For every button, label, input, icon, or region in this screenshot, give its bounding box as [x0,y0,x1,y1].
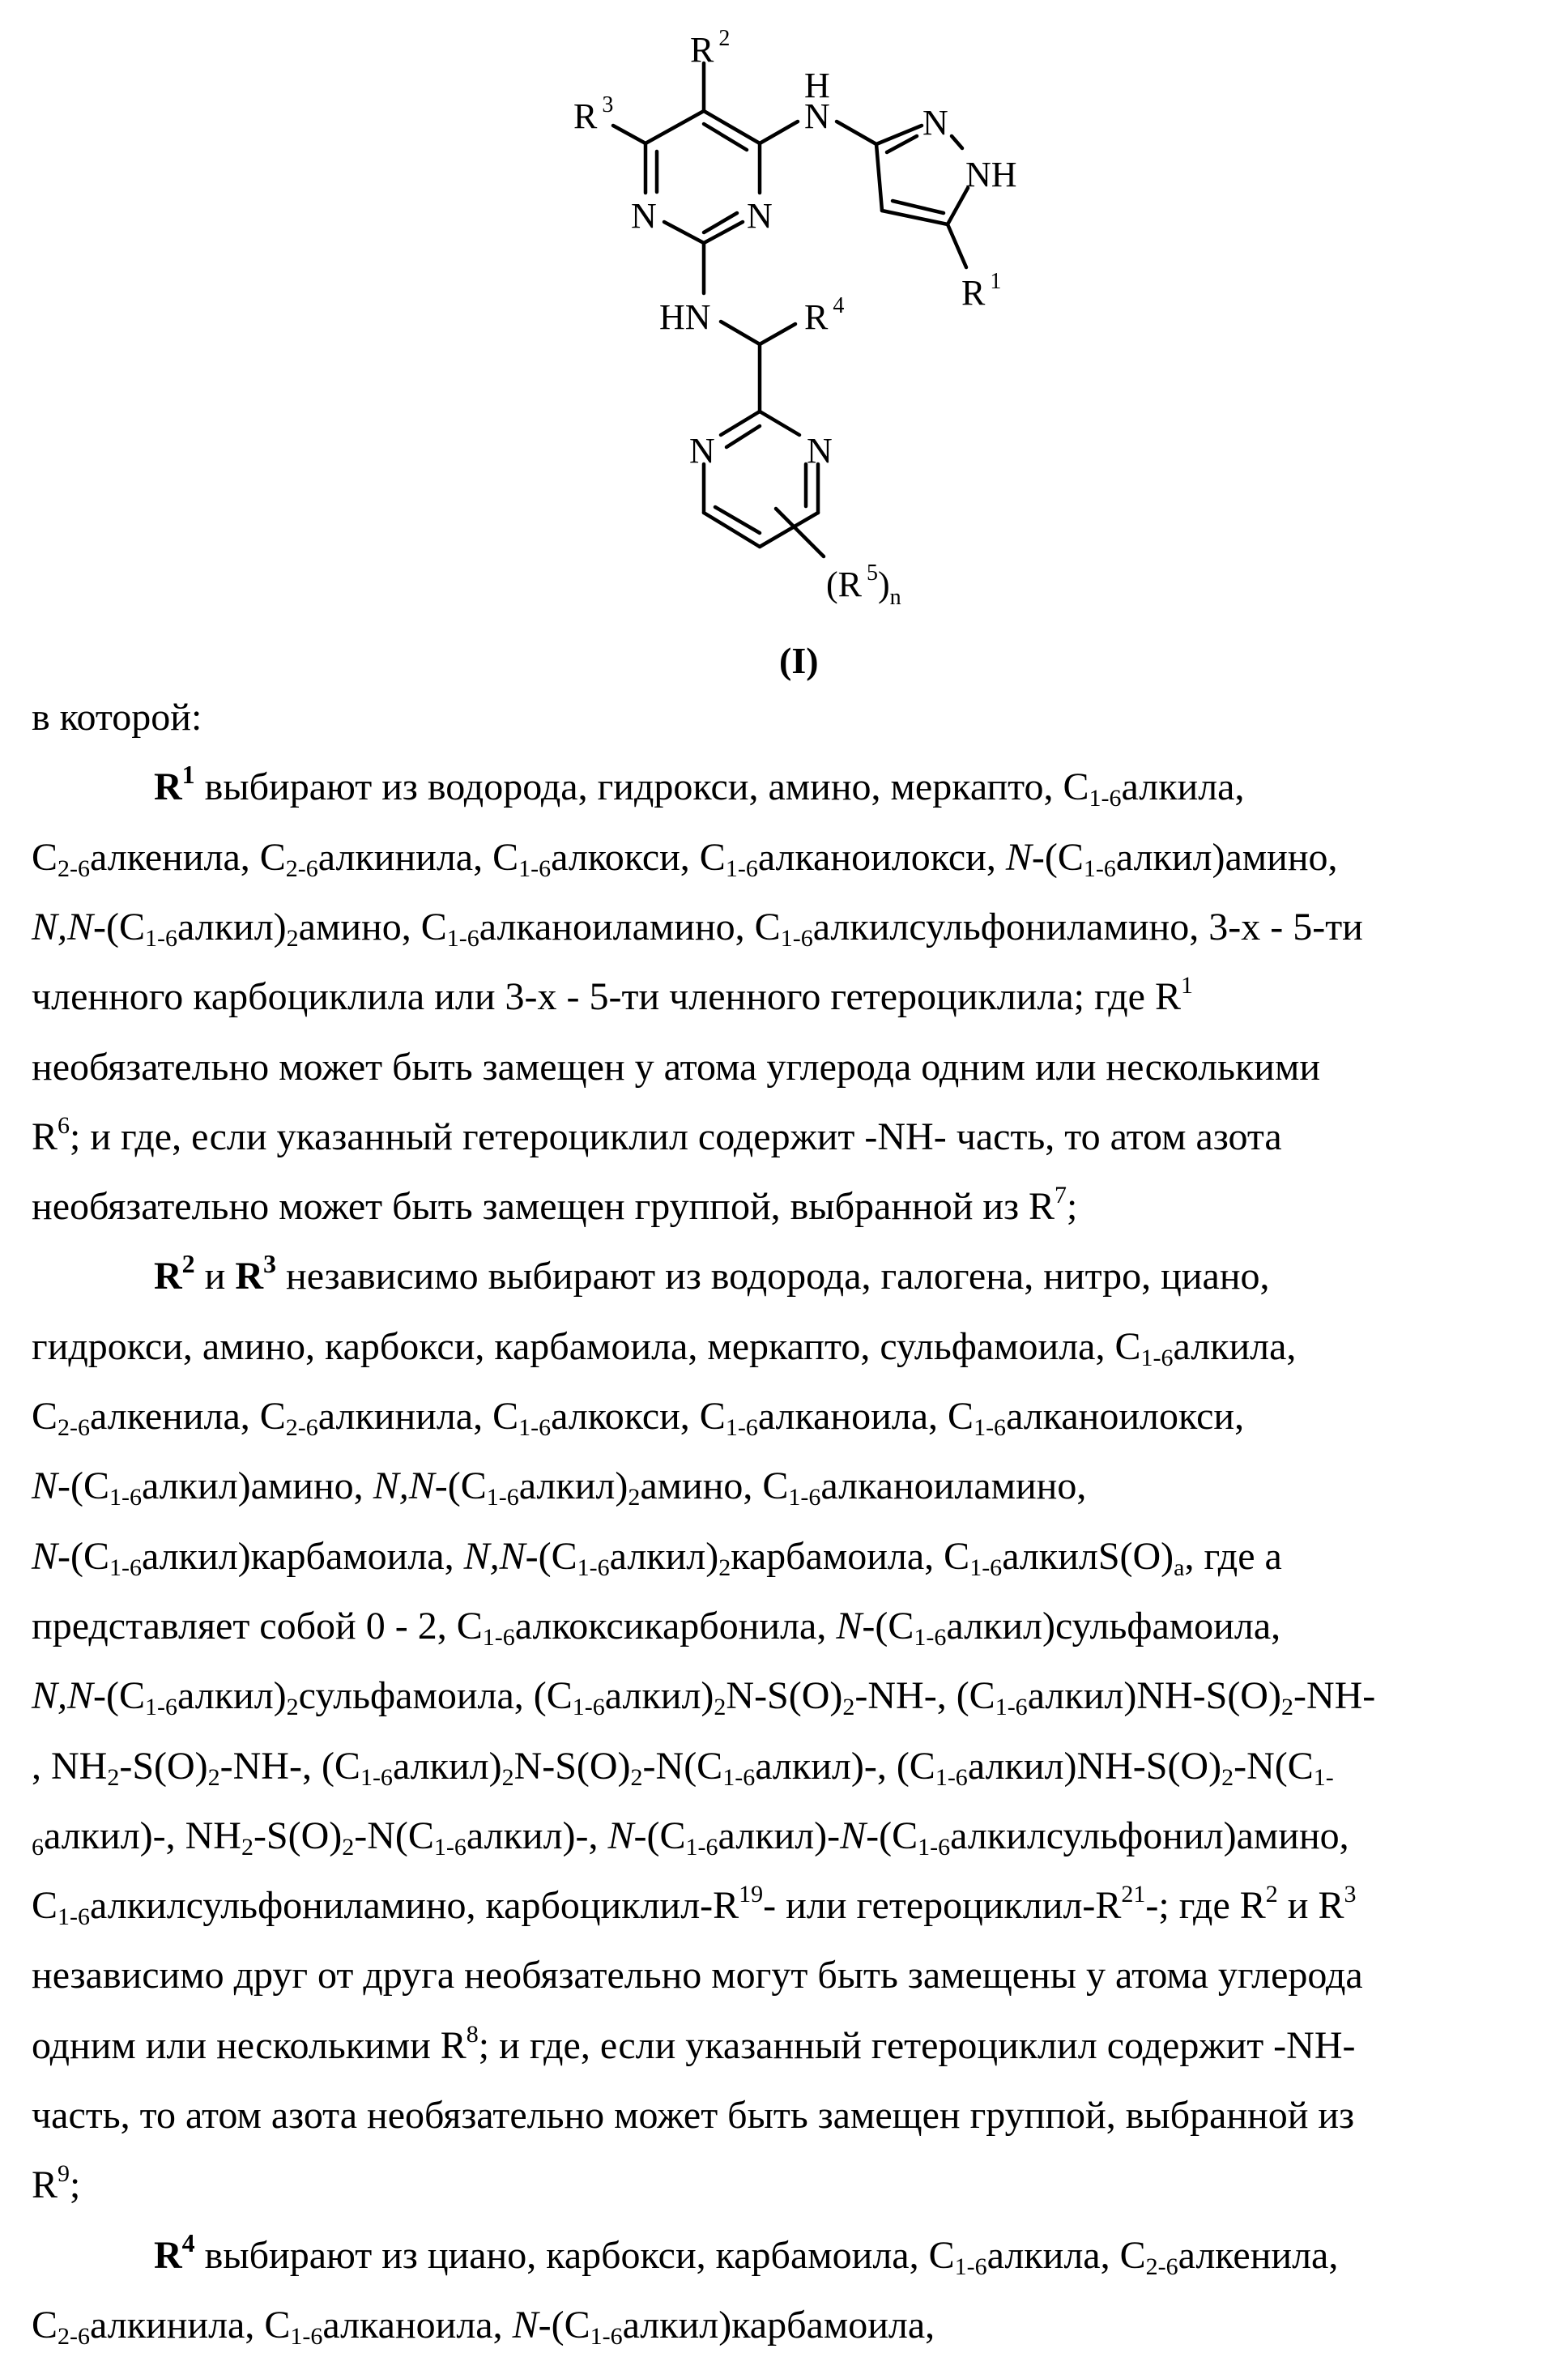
superscript: 8 [466,2021,479,2048]
text-run: алкинила, C [317,836,519,879]
subscript: 1-6 [1083,855,1116,882]
text-run: алкил) [392,1745,502,1788]
text-run: C [32,2304,58,2347]
subscript: 1-6 [590,2323,623,2350]
subscript: 1-6 [145,925,178,952]
chemical-structure-formula-I [0,0,1568,697]
text-run: ; и где, если указанный гетероциклил содержит -NH- часть, то атом азота [70,1115,1282,1158]
superscript: 3 [1344,1881,1357,1908]
text-line [32,2304,935,2350]
text-run: алкил)NH-S(O) [1027,1674,1281,1717]
subscript: 2 [842,1694,855,1720]
text-line [32,2096,1354,2135]
text-run: независимо выбирают из водорода, галогена, нитро, циано, [276,1255,1270,1298]
text-run: алкил) [609,1535,719,1578]
text-run: - или гетероциклил-R [763,1884,1122,1927]
text-run: сульфамоила, (C [298,1674,573,1717]
text-run: N,N [373,1464,435,1507]
text-run: N-S(O) [726,1674,843,1717]
subscript: 2 [286,925,299,952]
text-line [154,1249,1270,1298]
text-run: выбирают из циано, карбокси, карбамоила, C [194,2234,955,2277]
text-line [32,1814,1349,1861]
text-line [32,1395,1245,1441]
text-run: R [235,1255,264,1298]
text-run: ; [70,2163,81,2206]
text-run: -(C [434,1464,487,1507]
text-run: выбирают из водорода, гидрокси, амино, меркапто, C [194,765,1089,808]
subscript: 1-6 [974,1414,1007,1441]
text-line [32,1464,1087,1511]
text-run: -NH-, (C [219,1745,360,1788]
atom-label-amine-n: N [804,96,830,136]
text-run: гидрокси, амино, карбокси, карбамоила, меркапто, сульфамоила, C [32,1325,1141,1368]
text-run: -(C [93,1674,146,1717]
subscript: 1-6 [1089,785,1122,812]
atom-label-lower-n-right: N [807,431,833,471]
text-run: алкила, [1173,1325,1297,1368]
subscript: 2-6 [285,855,318,882]
subscript: 2-6 [58,855,91,882]
subscript: 2 [241,1834,254,1861]
superscript: 2 [181,1249,195,1278]
subscript: 1-6 [1140,1345,1174,1371]
text-run: N [512,2304,539,2347]
subscript: 1-6 [954,2253,987,2280]
text-run: -S(O) [119,1745,208,1788]
subscript: 1-6 [725,1414,758,1441]
text-run: алканоиламино, [820,1464,1087,1507]
subscript: 1-6 [518,855,552,882]
text-run: алкенила, [1178,2234,1339,2277]
atom-label-amine-h: H [804,66,830,105]
text-run: , где a [1184,1535,1282,1578]
subscript: 2 [207,1764,220,1791]
text-run: -N(C [1234,1745,1314,1788]
text-line [32,1325,1297,1371]
text-run: алкил)амино, [1115,836,1338,879]
text-run: -(C [525,1535,577,1578]
text-run: алкенила, C [90,836,286,879]
text-run: R [154,765,182,808]
text-run: амино, C [640,1464,789,1507]
text-run: алкил) [177,1674,287,1717]
atom-label-r5n: (R $^5)_n$ [826,561,901,610]
subscript: 2-6 [58,1414,91,1441]
text-run: C [32,1884,58,1927]
atom-label-r2: R $^2$ [690,26,731,70]
text-run: алкил)-, [466,1814,608,1857]
structure-bonds [0,0,1568,697]
subscript: 1-6 [935,1764,968,1791]
text-run: алкила, C [986,2234,1146,2277]
superscript: 2 [1265,1881,1278,1908]
text-run: алкил) [518,1464,628,1507]
text-line [154,2228,1339,2280]
text-run: алкилS(O) [1002,1535,1174,1578]
text-line [32,1674,1376,1720]
subscript: 2-6 [58,2323,91,2350]
text-run: -(C [58,1535,109,1578]
atom-label-pyrimidine-n1: N [747,196,773,236]
text-line [32,1182,1078,1228]
text-run: -(C [866,1814,918,1857]
text-run: -(C [93,906,146,948]
text-line [32,836,1338,882]
superscript: 6 [58,1112,70,1139]
text-run: C [32,1395,58,1438]
text-run: алкилсульфонил)амино, [950,1814,1349,1857]
text-run: алкоксикарбонила, [514,1605,837,1647]
text-run: алкил)амино, [142,1464,373,1507]
text-run: алкил)-, (C [755,1745,935,1788]
text-run: алкил)- [718,1814,841,1857]
text-run: алкил)карбамоила, [622,2304,935,2347]
text-run: N,N [32,906,94,948]
text-run: алкилсульфониламино, 3-х - 5-ти [812,906,1363,948]
text-run: алкил) [177,906,287,948]
superscript: 4 [181,2228,195,2257]
subscript: 1-6 [722,1764,756,1791]
text-run: -; где R [1145,1884,1266,1927]
text-line [32,698,202,737]
text-run: алкенила, C [90,1395,286,1438]
atom-label-hn: HN [659,297,711,337]
text-run: ; [1067,1185,1078,1228]
text-run: -(C [538,2304,590,2347]
text-run: -(C [633,1814,686,1857]
text-run: N-S(O) [513,1745,631,1788]
text-run: -(C [58,1464,109,1507]
subscript: 1-6 [109,1554,142,1581]
text-run: необязательно может быть замещен группой, выбранной из R [32,1185,1055,1228]
text-run: и R [1277,1884,1344,1927]
superscript: 9 [58,2160,70,2187]
subscript: 1-6 [780,925,813,952]
subscript: 2 [714,1694,726,1720]
text-line [154,760,1245,812]
text-run: алканоиламино, C [479,906,781,948]
text-run: карбамоила, C [731,1535,970,1578]
text-run: алкокси, C [551,836,726,879]
subscript: 2 [718,1554,731,1581]
text-run: алканоилокси, [757,836,1006,879]
text-run: амино, C [298,906,447,948]
text-run: алкокси, C [551,1395,726,1438]
atom-label-r4: R $^4$ [804,293,845,337]
text-run: -(C [862,1605,914,1647]
subscript: 1-6 [995,1694,1028,1720]
text-run: ; и где, если указанный гетероциклил содержит -NH- [478,2024,1356,2067]
atom-label-r3: R $^3$ [573,92,614,136]
text-line [32,1048,1320,1087]
text-run: и [194,1255,236,1298]
text-line [32,2160,81,2206]
text-line [32,1881,1357,1930]
text-run: алкинила, C [317,1395,519,1438]
subscript: 1-6 [482,1624,515,1651]
text-run: алкил) [604,1674,714,1717]
text-run: часть, то атом азота необязательно может быть замещен группой, выбранной из [32,2094,1355,2137]
subscript: 1-6 [577,1554,610,1581]
subscript: 2 [630,1764,643,1791]
text-run: алкил)сульфамоила, [946,1605,1281,1647]
text-line [32,1956,1363,1995]
text-run: N,N [32,1674,94,1717]
superscript: 1 [181,760,195,789]
subscript: 6 [32,1834,44,1861]
text-line [32,1535,1282,1581]
text-run: -N(C [642,1745,723,1788]
text-line [32,1605,1281,1651]
subscript: 1-6 [788,1484,821,1511]
text-run: R [154,1255,182,1298]
text-line [32,1112,1282,1158]
subscript: 1-6 [918,1834,951,1861]
text-run: алкил)-, NH [44,1814,241,1857]
superscript: 21 [1121,1881,1146,1908]
text-run: алкила, [1121,765,1245,808]
subscript: 1-6 [58,1903,91,1930]
text-run: N [32,1535,58,1578]
compound-label: (I) [779,640,819,681]
superscript: 7 [1055,1182,1067,1208]
text-run: членного карбоциклила или 3-х - 5-ти членного гетероциклила; где R [32,975,1181,1018]
subscript: 1-6 [914,1624,947,1651]
text-run: алканоилокси, [1006,1395,1245,1438]
subscript: 1-6 [109,1484,142,1511]
text-run: C [32,836,58,879]
text-run: R [32,1115,58,1158]
text-run: N [607,1814,634,1857]
subscript: 2 [1221,1764,1234,1791]
text-run: одним или несколькими R [32,2024,467,2067]
text-run: -NH- [1293,1674,1376,1717]
text-run: алкинила, C [90,2304,291,2347]
atom-label-lower-n-left: N [689,431,715,471]
subscript: 1-6 [518,1414,552,1441]
text-line [32,972,1193,1018]
subscript: 2 [628,1484,641,1511]
subscript: 2 [1280,1694,1293,1720]
text-line [32,906,1363,952]
text-line [32,2021,1356,2067]
subscript: 1-6 [486,1484,519,1511]
text-run: -(C [1031,836,1084,879]
text-run: алкилсульфониламино, карбоциклил-R [90,1884,739,1927]
text-run: -NH-, (C [854,1674,995,1717]
subscript: a [1174,1554,1185,1581]
text-run: необязательно может быть замещен у атома углерода одним или несколькими [32,1046,1321,1089]
subscript: 1-6 [145,1694,178,1720]
subscript: 2 [286,1694,299,1720]
subscript: 1-6 [360,1764,393,1791]
text-run: представляет собой 0 - 2, C [32,1605,483,1647]
superscript: 1 [1181,972,1193,999]
subscript: 1-6 [725,855,758,882]
text-run: N,N [463,1535,526,1578]
subscript: 2-6 [1145,2253,1178,2280]
atom-label-pyrazole-n2: N [922,103,948,143]
text-line [32,1745,1334,1791]
subscript: 1-6 [433,1834,467,1861]
text-run: N [836,1605,863,1647]
text-run: -S(O) [253,1814,343,1857]
subscript: 2 [342,1834,355,1861]
atom-label-pyrazole-nh: NH [965,155,1017,194]
atom-label-r1: R $^1$ [961,269,1002,313]
text-run: алканоила, C [757,1395,974,1438]
text-run: независимо друг от друга необязательно могут быть замещены у атома углерода [32,1954,1363,1997]
text-run: R [32,2163,58,2206]
text-run: N [1005,836,1032,879]
subscript: 2 [501,1764,514,1791]
subscript: 1-6 [572,1694,605,1720]
superscript: 19 [739,1881,764,1908]
text-run: алкил)NH-S(O) [967,1745,1222,1788]
text-run: -N(C [354,1814,434,1857]
text-run: алкил)карбамоила, [142,1535,464,1578]
text-run: N [32,1464,58,1507]
text-run: , NH [32,1745,108,1788]
subscript: 1-6 [685,1834,718,1861]
text-run: алканоила, [322,2304,513,2347]
superscript: 3 [263,1249,277,1278]
text-run: N [840,1814,867,1857]
subscript: 2 [107,1764,120,1791]
subscript: 1-6 [446,925,479,952]
text-run: R [154,2234,182,2277]
subscript: 1-6 [290,2323,323,2350]
subscript: 1-6 [969,1554,1003,1581]
subscript: 2-6 [285,1414,318,1441]
text-run: в которой: [32,696,202,739]
subscript: 1- [1313,1764,1334,1791]
atom-label-pyrimidine-n3: N [631,196,657,236]
